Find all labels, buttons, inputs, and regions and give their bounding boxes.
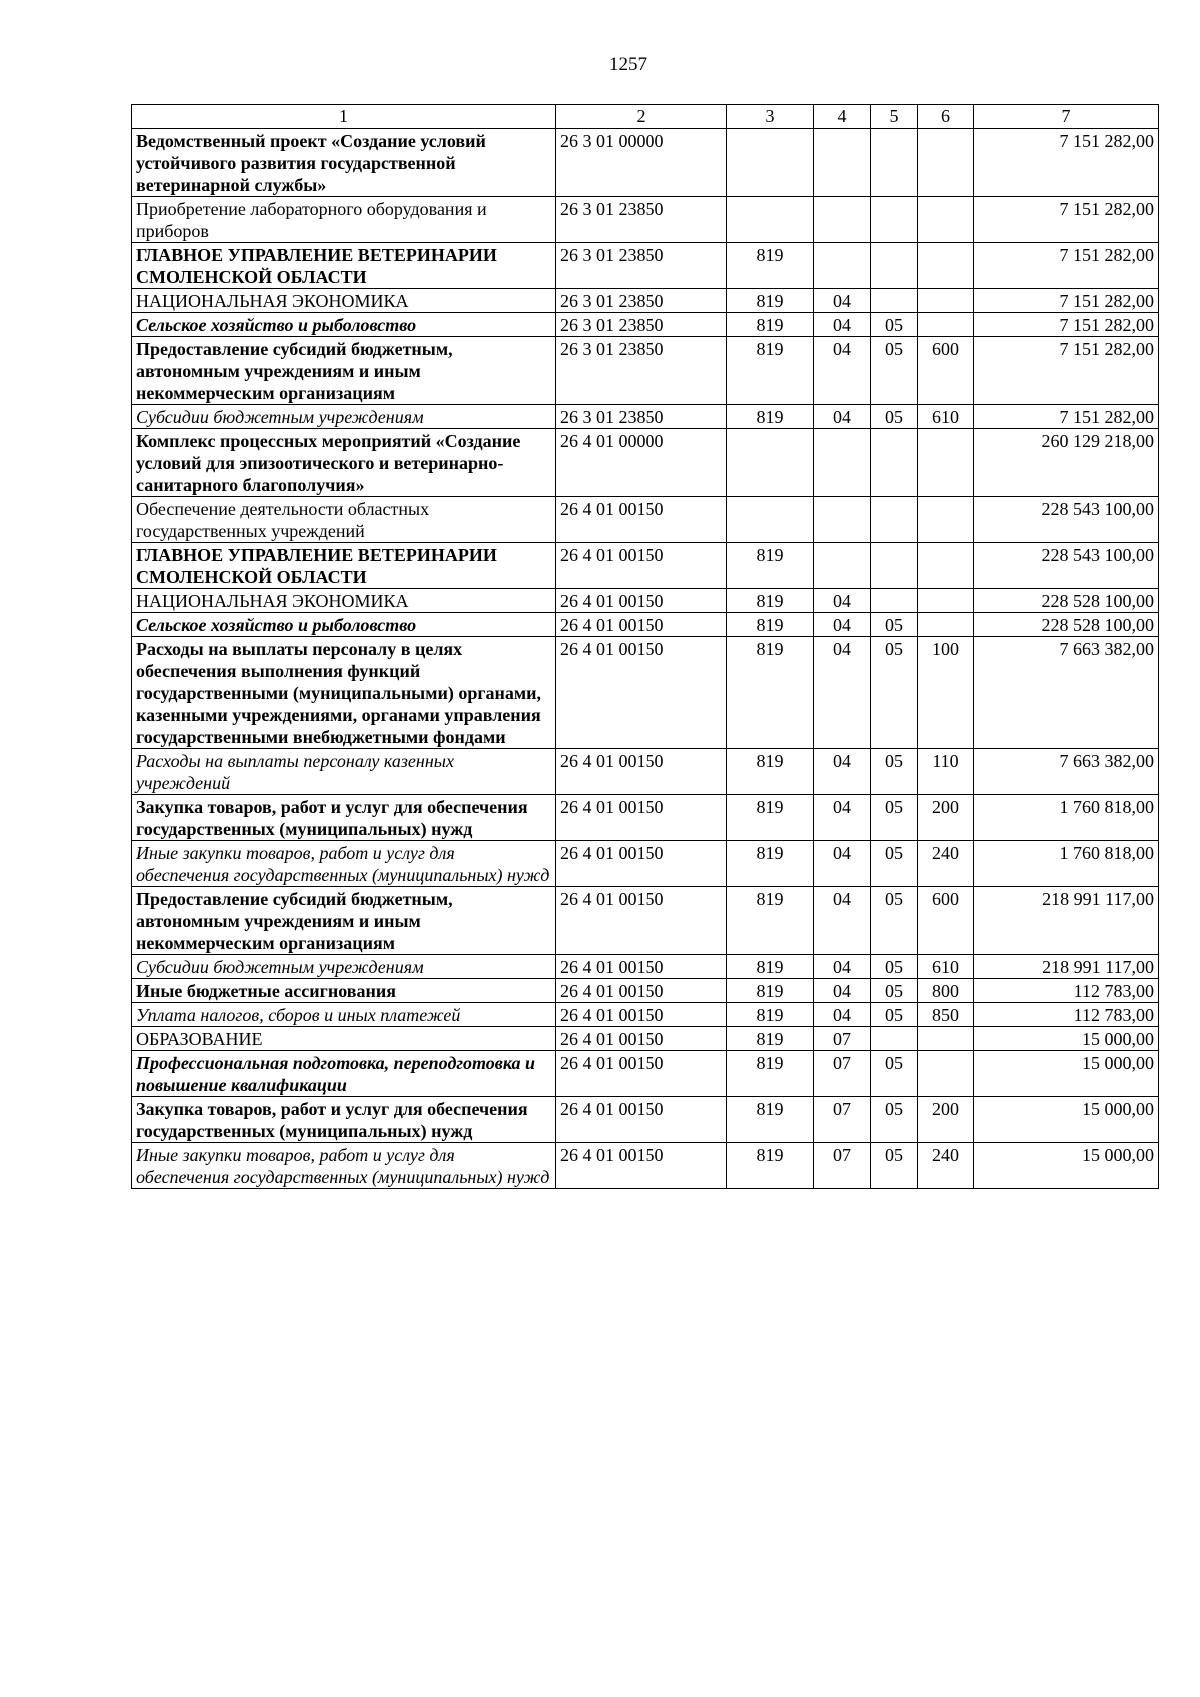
row-type-cell xyxy=(918,197,974,243)
row-name-cell: Предоставление субсидий бюджетным, автономным учреждениям и иным некоммерческим организациям xyxy=(132,887,556,955)
row-subsection-cell xyxy=(871,197,918,243)
row-subsection-cell: 05 xyxy=(871,313,918,337)
table-row xyxy=(132,243,1159,289)
row-section-cell: 04 xyxy=(814,795,871,841)
row-code-cell: 26 4 01 00150 xyxy=(556,1003,727,1027)
row-type-cell: 240 xyxy=(918,1143,974,1189)
row-subsection-cell: 05 xyxy=(871,613,918,637)
row-admin-cell: 819 xyxy=(727,887,814,955)
table-row xyxy=(132,197,1159,243)
row-section-cell: 04 xyxy=(814,979,871,1003)
table-row xyxy=(132,313,1159,337)
row-code-cell: 26 4 01 00000 xyxy=(556,429,727,497)
row-subsection-cell: 05 xyxy=(871,749,918,795)
row-type-cell: 610 xyxy=(918,405,974,429)
table-row xyxy=(132,795,1159,841)
row-amount-cell: 7 151 282,00 xyxy=(974,289,1159,313)
row-type-cell xyxy=(918,613,974,637)
page-number: 1257 xyxy=(609,54,647,75)
row-admin-cell: 819 xyxy=(727,979,814,1003)
row-section-cell xyxy=(814,543,871,589)
table-row xyxy=(132,613,1159,637)
row-name-cell: Приобретение лабораторного оборудования и приборов xyxy=(132,197,556,243)
row-type-cell: 610 xyxy=(918,955,974,979)
row-section-cell xyxy=(814,197,871,243)
row-name-cell: Комплекс процессных мероприятий «Создание условий для эпизоотического и ветеринарно-санитарного благополучия» xyxy=(132,429,556,497)
row-name-cell: Сельское хозяйство и рыболовство xyxy=(132,613,556,637)
row-name-cell: Уплата налогов, сборов и иных платежей xyxy=(132,1003,556,1027)
row-subsection-cell: 05 xyxy=(871,637,918,749)
row-type-cell xyxy=(918,129,974,197)
table-row xyxy=(132,405,1159,429)
row-amount-cell: 15 000,00 xyxy=(974,1051,1159,1097)
row-name-cell: Иные бюджетные ассигнования xyxy=(132,979,556,1003)
row-type-cell xyxy=(918,289,974,313)
table-row xyxy=(132,589,1159,613)
table-row xyxy=(132,337,1159,405)
row-admin-cell: 819 xyxy=(727,243,814,289)
row-amount-cell: 7 151 282,00 xyxy=(974,197,1159,243)
row-code-cell: 26 3 01 23850 xyxy=(556,313,727,337)
row-section-cell: 04 xyxy=(814,589,871,613)
row-section-cell: 07 xyxy=(814,1027,871,1051)
table-row xyxy=(132,749,1159,795)
row-admin-cell: 819 xyxy=(727,337,814,405)
row-admin-cell: 819 xyxy=(727,1051,814,1097)
row-subsection-cell xyxy=(871,129,918,197)
row-amount-cell: 228 528 100,00 xyxy=(974,613,1159,637)
row-subsection-cell xyxy=(871,589,918,613)
row-amount-cell: 7 663 382,00 xyxy=(974,637,1159,749)
row-section-cell: 07 xyxy=(814,1097,871,1143)
row-section-cell: 04 xyxy=(814,613,871,637)
row-name-cell: Субсидии бюджетным учреждениям xyxy=(132,405,556,429)
row-admin-cell xyxy=(727,197,814,243)
column-header: 5 xyxy=(871,105,918,129)
row-name-cell: ГЛАВНОЕ УПРАВЛЕНИЕ ВЕТЕРИНАРИИ СМОЛЕНСКОЙ ОБЛАСТИ xyxy=(132,543,556,589)
row-code-cell: 26 3 01 23850 xyxy=(556,243,727,289)
row-subsection-cell: 05 xyxy=(871,955,918,979)
row-amount-cell: 218 991 117,00 xyxy=(974,887,1159,955)
row-section-cell: 04 xyxy=(814,749,871,795)
row-subsection-cell: 05 xyxy=(871,795,918,841)
row-name-cell: Закупка товаров, работ и услуг для обеспечения государственных (муниципальных) нужд xyxy=(132,795,556,841)
row-amount-cell: 218 991 117,00 xyxy=(974,955,1159,979)
table-row xyxy=(132,1027,1159,1051)
row-amount-cell: 1 760 818,00 xyxy=(974,795,1159,841)
table-row xyxy=(132,289,1159,313)
table-row xyxy=(132,1051,1159,1097)
row-type-cell xyxy=(918,589,974,613)
row-amount-cell: 7 151 282,00 xyxy=(974,405,1159,429)
row-subsection-cell: 05 xyxy=(871,1097,918,1143)
row-subsection-cell: 05 xyxy=(871,1003,918,1027)
row-amount-cell: 15 000,00 xyxy=(974,1143,1159,1189)
row-type-cell: 600 xyxy=(918,887,974,955)
row-subsection-cell xyxy=(871,243,918,289)
row-name-cell: Профессиональная подготовка, переподготовка и повышение квалификации xyxy=(132,1051,556,1097)
row-code-cell: 26 4 01 00150 xyxy=(556,1097,727,1143)
row-subsection-cell xyxy=(871,289,918,313)
row-type-cell: 100 xyxy=(918,637,974,749)
row-name-cell: Ведомственный проект «Создание условий устойчивого развития государственной ветеринарной службы» xyxy=(132,129,556,197)
row-section-cell: 04 xyxy=(814,955,871,979)
row-code-cell: 26 4 01 00150 xyxy=(556,637,727,749)
row-amount-cell: 112 783,00 xyxy=(974,1003,1159,1027)
row-type-cell: 800 xyxy=(918,979,974,1003)
row-admin-cell: 819 xyxy=(727,1097,814,1143)
column-header: 6 xyxy=(918,105,974,129)
row-amount-cell: 260 129 218,00 xyxy=(974,429,1159,497)
row-amount-cell: 7 151 282,00 xyxy=(974,129,1159,197)
row-code-cell: 26 4 01 00150 xyxy=(556,979,727,1003)
row-subsection-cell xyxy=(871,497,918,543)
row-type-cell xyxy=(918,313,974,337)
row-name-cell: НАЦИОНАЛЬНАЯ ЭКОНОМИКА xyxy=(132,589,556,613)
row-section-cell: 04 xyxy=(814,337,871,405)
table-row xyxy=(132,979,1159,1003)
row-amount-cell: 228 543 100,00 xyxy=(974,543,1159,589)
row-admin-cell: 819 xyxy=(727,795,814,841)
row-amount-cell: 7 151 282,00 xyxy=(974,243,1159,289)
row-amount-cell: 7 151 282,00 xyxy=(974,313,1159,337)
row-name-cell: Субсидии бюджетным учреждениям xyxy=(132,955,556,979)
column-header: 4 xyxy=(814,105,871,129)
row-section-cell xyxy=(814,243,871,289)
row-code-cell: 26 3 01 23850 xyxy=(556,405,727,429)
row-name-cell: Расходы на выплаты персоналу в целях обеспечения выполнения функций государственными (муниципальными) органами, казенными учреждениями, органами управления государственными внебюджетными фондами xyxy=(132,637,556,749)
row-admin-cell: 819 xyxy=(727,613,814,637)
row-code-cell: 26 4 01 00150 xyxy=(556,887,727,955)
row-admin-cell: 819 xyxy=(727,1143,814,1189)
row-admin-cell: 819 xyxy=(727,589,814,613)
row-admin-cell: 819 xyxy=(727,1027,814,1051)
row-code-cell: 26 4 01 00150 xyxy=(556,841,727,887)
table-row xyxy=(132,497,1159,543)
row-section-cell xyxy=(814,429,871,497)
row-section-cell: 04 xyxy=(814,289,871,313)
row-admin-cell: 819 xyxy=(727,841,814,887)
row-subsection-cell: 05 xyxy=(871,337,918,405)
row-code-cell: 26 4 01 00150 xyxy=(556,589,727,613)
row-amount-cell: 228 543 100,00 xyxy=(974,497,1159,543)
row-amount-cell: 1 760 818,00 xyxy=(974,841,1159,887)
table-row xyxy=(132,841,1159,887)
row-admin-cell: 819 xyxy=(727,749,814,795)
row-section-cell: 07 xyxy=(814,1051,871,1097)
table-row xyxy=(132,543,1159,589)
row-admin-cell xyxy=(727,429,814,497)
row-type-cell: 240 xyxy=(918,841,974,887)
row-admin-cell: 819 xyxy=(727,1003,814,1027)
row-type-cell: 200 xyxy=(918,1097,974,1143)
row-type-cell: 850 xyxy=(918,1003,974,1027)
row-code-cell: 26 4 01 00150 xyxy=(556,1051,727,1097)
row-name-cell: Иные закупки товаров, работ и услуг для обеспечения государственных (муниципальных) нужд xyxy=(132,1143,556,1189)
table-row xyxy=(132,129,1159,197)
row-subsection-cell: 05 xyxy=(871,979,918,1003)
row-name-cell: Иные закупки товаров, работ и услуг для обеспечения государственных (муниципальных) нужд xyxy=(132,841,556,887)
row-code-cell: 26 4 01 00150 xyxy=(556,613,727,637)
row-amount-cell: 15 000,00 xyxy=(974,1097,1159,1143)
row-admin-cell xyxy=(727,497,814,543)
row-type-cell xyxy=(918,1027,974,1051)
row-type-cell xyxy=(918,543,974,589)
row-section-cell: 04 xyxy=(814,841,871,887)
row-section-cell: 04 xyxy=(814,887,871,955)
row-section-cell: 07 xyxy=(814,1143,871,1189)
row-admin-cell: 819 xyxy=(727,637,814,749)
row-subsection-cell xyxy=(871,429,918,497)
header-row xyxy=(132,105,1159,129)
row-amount-cell: 112 783,00 xyxy=(974,979,1159,1003)
budget-table xyxy=(131,104,1159,1189)
row-admin-cell: 819 xyxy=(727,289,814,313)
row-name-cell: Обеспечение деятельности областных государственных учреждений xyxy=(132,497,556,543)
column-header: 7 xyxy=(974,105,1159,129)
row-name-cell: ОБРАЗОВАНИЕ xyxy=(132,1027,556,1051)
row-code-cell: 26 3 01 23850 xyxy=(556,289,727,313)
row-admin-cell: 819 xyxy=(727,405,814,429)
row-code-cell: 26 4 01 00150 xyxy=(556,795,727,841)
row-type-cell xyxy=(918,1051,974,1097)
row-section-cell xyxy=(814,129,871,197)
row-code-cell: 26 4 01 00150 xyxy=(556,497,727,543)
row-type-cell xyxy=(918,243,974,289)
row-code-cell: 26 3 01 23850 xyxy=(556,337,727,405)
row-subsection-cell xyxy=(871,543,918,589)
row-name-cell: НАЦИОНАЛЬНАЯ ЭКОНОМИКА xyxy=(132,289,556,313)
row-admin-cell: 819 xyxy=(727,955,814,979)
row-type-cell xyxy=(918,497,974,543)
table-row xyxy=(132,1097,1159,1143)
row-code-cell: 26 4 01 00150 xyxy=(556,955,727,979)
column-header: 1 xyxy=(132,105,556,129)
row-type-cell: 200 xyxy=(918,795,974,841)
row-code-cell: 26 4 01 00150 xyxy=(556,1027,727,1051)
row-subsection-cell: 05 xyxy=(871,841,918,887)
row-admin-cell: 819 xyxy=(727,543,814,589)
row-name-cell: ГЛАВНОЕ УПРАВЛЕНИЕ ВЕТЕРИНАРИИ СМОЛЕНСКОЙ ОБЛАСТИ xyxy=(132,243,556,289)
row-amount-cell: 15 000,00 xyxy=(974,1027,1159,1051)
table-row xyxy=(132,429,1159,497)
row-subsection-cell: 05 xyxy=(871,405,918,429)
row-subsection-cell: 05 xyxy=(871,887,918,955)
row-code-cell: 26 3 01 00000 xyxy=(556,129,727,197)
row-section-cell: 04 xyxy=(814,637,871,749)
row-section-cell: 04 xyxy=(814,405,871,429)
column-header: 2 xyxy=(556,105,727,129)
table-row xyxy=(132,1143,1159,1189)
row-subsection-cell xyxy=(871,1027,918,1051)
row-admin-cell: 819 xyxy=(727,313,814,337)
row-code-cell: 26 4 01 00150 xyxy=(556,543,727,589)
row-type-cell xyxy=(918,429,974,497)
row-subsection-cell: 05 xyxy=(871,1051,918,1097)
row-section-cell: 04 xyxy=(814,1003,871,1027)
row-admin-cell xyxy=(727,129,814,197)
row-name-cell: Сельское хозяйство и рыболовство xyxy=(132,313,556,337)
table-row xyxy=(132,887,1159,955)
table-row xyxy=(132,1003,1159,1027)
row-name-cell: Предоставление субсидий бюджетным, автономным учреждениям и иным некоммерческим организациям xyxy=(132,337,556,405)
row-type-cell: 110 xyxy=(918,749,974,795)
row-name-cell: Расходы на выплаты персоналу казенных учреждений xyxy=(132,749,556,795)
row-type-cell: 600 xyxy=(918,337,974,405)
table-row xyxy=(132,955,1159,979)
table-row xyxy=(132,637,1159,749)
row-name-cell: Закупка товаров, работ и услуг для обеспечения государственных (муниципальных) нужд xyxy=(132,1097,556,1143)
row-subsection-cell: 05 xyxy=(871,1143,918,1189)
row-amount-cell: 7 663 382,00 xyxy=(974,749,1159,795)
row-amount-cell: 7 151 282,00 xyxy=(974,337,1159,405)
row-code-cell: 26 3 01 23850 xyxy=(556,197,727,243)
column-header: 3 xyxy=(727,105,814,129)
row-amount-cell: 228 528 100,00 xyxy=(974,589,1159,613)
row-code-cell: 26 4 01 00150 xyxy=(556,749,727,795)
row-section-cell: 04 xyxy=(814,313,871,337)
row-code-cell: 26 4 01 00150 xyxy=(556,1143,727,1189)
row-section-cell xyxy=(814,497,871,543)
